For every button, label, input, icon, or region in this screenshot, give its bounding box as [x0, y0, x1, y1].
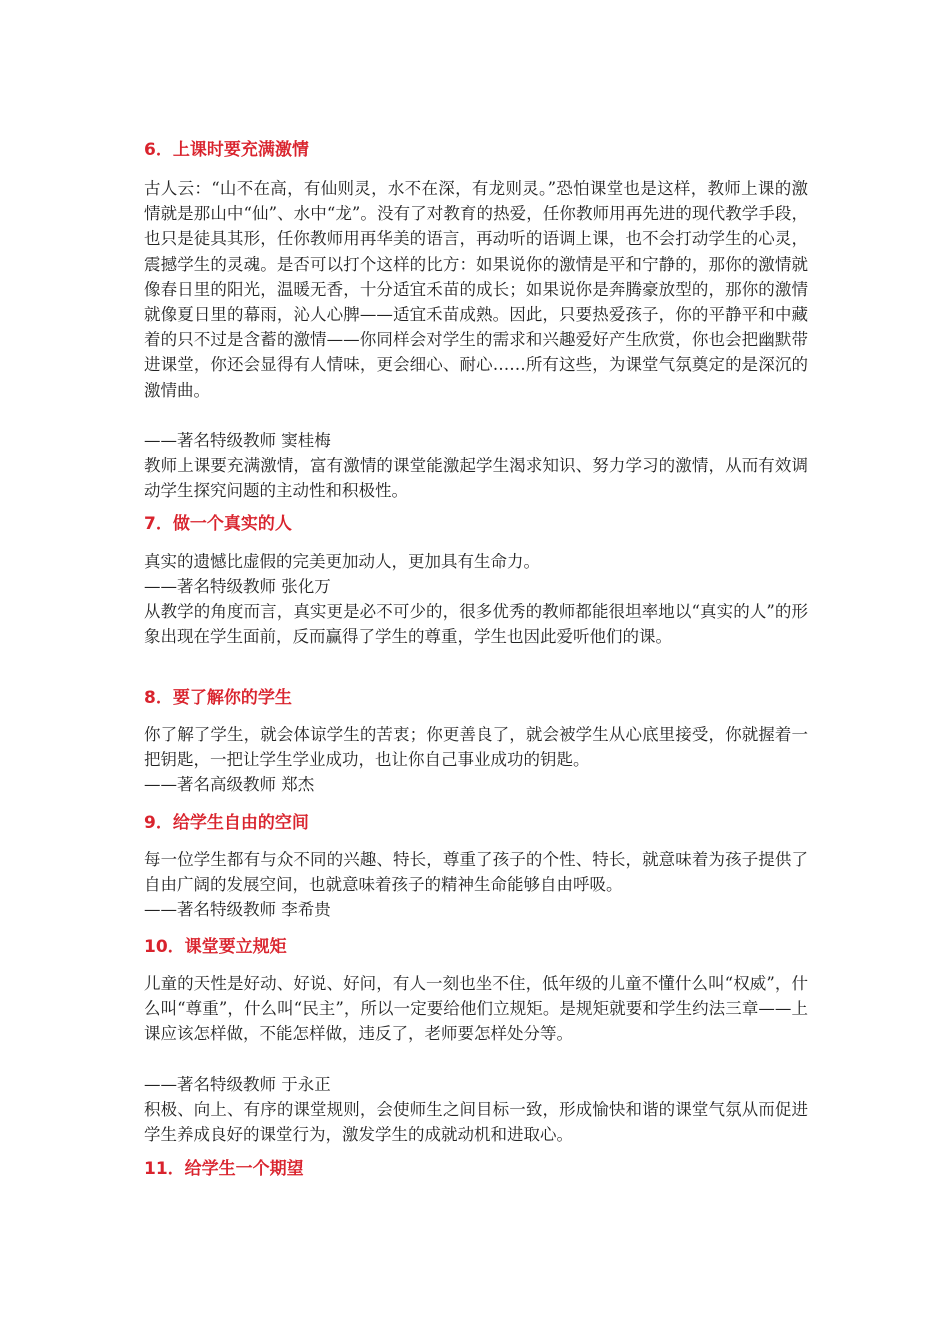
- section-10-attribution: ——著名特级教师 于永正: [144, 1075, 331, 1094]
- section-10-commentary: 积极、向上、有序的课堂规则，会使师生之间目标一致，形成愉快和谐的课堂气氛从而促进学生养成良好的课堂行为，激发学生的成就动机和进取心。: [144, 1100, 808, 1145]
- section-6-commentary: 教师上课要充满激情，富有激情的课堂能激起学生渴求知识、努力学习的激情，从而有效调动学生探究问题的主动性和积极性。: [144, 456, 808, 501]
- section-8-heading: 8．要了解你的学生: [144, 688, 292, 708]
- section-7-heading: 7．做一个真实的人: [144, 514, 292, 534]
- section-8-quote: 你了解了学生，就会体谅学生的苦衷；你更善良了，就会被学生从心底里接受，你就握着一把钥匙，一把让学生学业成功，也让你自己事业成功的钥匙。: [144, 725, 808, 770]
- section-11-heading: 11．给学生一个期望: [144, 1159, 304, 1179]
- section-7-commentary: 从教学的角度而言，真实更是必不可少的，很多优秀的教师都能很坦率地以“真实的人”的形象出现在学生面前，反而赢得了学生的尊重，学生也因此爱听他们的课。: [144, 602, 808, 647]
- section-9-heading: 9．给学生自由的空间: [144, 813, 309, 833]
- section-6-heading: 6．上课时要充满激情: [144, 140, 309, 160]
- section-7-quote: 真实的遗憾比虚假的完美更加动人，更加具有生命力。: [144, 552, 540, 571]
- section-6-quote: 古人云：“山不在高，有仙则灵，水不在深，有龙则灵。”恐怕课堂也是这样，教师上课的激情就是那山中“仙”、水中“龙”。没有了对教育的热爱，任你教师用再先进的现代教学手段，也只是徒具其形，任你教师用再华美的语言，再动听的语调上课，也不会打动学生的心灵，震撼学生的灵魂。是否可以打个这样的比方：如果说你的激情是平和宁静的，那你的激情就像春日里的阳光，温暖无香，十分适宜禾苗的成长；如果说你是奔腾豪放型的，那你的激情就像夏日里的幕雨，沁人心脾——适宜禾苗成熟。因此，只要热爱孩子，你的平静平和中藏着的只不过是含蓄的激情——你同样会对学生的需求和兴趣爱好产生欣赏，你也会把幽默带进课堂，你还会显得有人情味，更会细心、耐心……所有这些，为课堂气氛奠定的是深沉的激情曲。: [144, 179, 808, 400]
- section-9-quote: 每一位学生都有与众不同的兴趣、特长，尊重了孩子的个性、特长，就意味着为孩子提供了自由广阔的发展空间，也就意味着孩子的精神生命能够自由呼吸。: [144, 850, 808, 895]
- section-10-heading: 10．课堂要立规矩: [144, 937, 287, 957]
- section-8-attribution: ——著名高级教师 郑杰: [144, 775, 315, 794]
- section-10-quote: 儿童的天性是好动、好说、好问，有人一刻也坐不住，低年级的儿童不懂什么叫“权威”，什么叫“尊重”，什么叫“民主”，所以一定要给他们立规矩。是规矩就要和学生约法三章——上课应该怎样做，不能怎样做，违反了，老师要怎样处分等。: [144, 974, 808, 1044]
- section-6-attribution: ——著名特级教师 窦桂梅: [144, 431, 331, 450]
- section-7-attribution: ——著名特级教师 张化万: [144, 577, 331, 596]
- section-9-attribution: ——著名特级教师 李希贵: [144, 900, 331, 919]
